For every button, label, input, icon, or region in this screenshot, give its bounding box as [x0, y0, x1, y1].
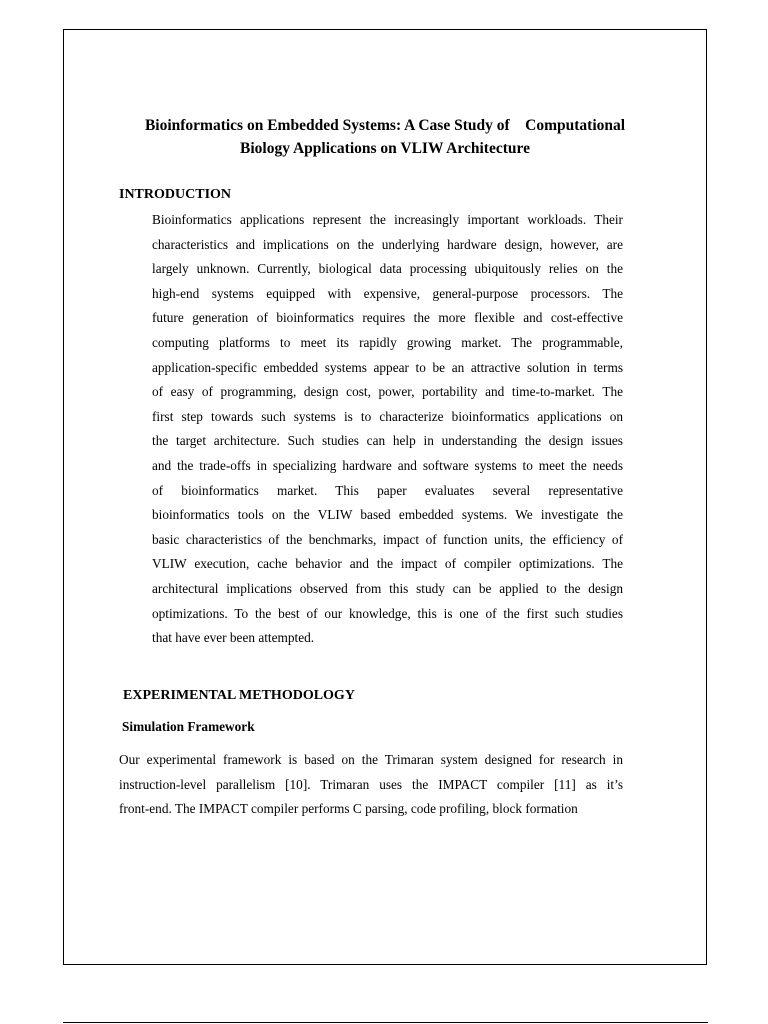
- methodology-line: front-end. The IMPACT compiler performs C parsing, code profiling, block formation: [119, 801, 578, 817]
- methodology-line: Our experimental framework is based on the Trimaran system designed for research in: [119, 752, 623, 767]
- introduction-heading: INTRODUCTION: [119, 187, 232, 202]
- intro-line: bioinformatics tools on the VLIW based embedded systems. We investigate the: [152, 507, 623, 523]
- intro-line: basic characteristics of the benchmarks, impact of function units, the efficiency of: [152, 531, 623, 547]
- introduction-paragraph: [152, 208, 623, 651]
- intro-line: that have ever been attempted.: [152, 630, 315, 646]
- intro-line: of easy of programming, design cost, power, portability and time-to-market. The: [152, 384, 623, 400]
- intro-line: application-specific embedded systems appear to be an attractive solution in terms: [152, 359, 623, 375]
- paper-title: [64, 114, 706, 160]
- intro-line: largely unknown. Currently, biological data processing ubiquitously relies on the: [152, 261, 623, 277]
- title-line-1: Bioinformatics on Embedded Systems: A Case Study of Computational: [144, 117, 626, 134]
- intro-line: high-end systems equipped with expensive, general-purpose processors. The: [152, 285, 623, 301]
- intro-line: the target architecture. Such studies can help in understanding the design issues: [152, 433, 623, 449]
- methodology-line: instruction-level parallelism [10]. Trimaran uses the IMPACT compiler [11] as it’s: [119, 776, 623, 792]
- intro-line: VLIW execution, cache behavior and the impact of compiler optimizations. The: [152, 556, 623, 572]
- intro-line: architectural implications observed from this study can be applied to the design: [152, 580, 623, 596]
- simulation-framework-subheading: Simulation Framework: [122, 719, 255, 734]
- intro-line: future generation of bioinformatics requires the more flexible and cost-effective: [152, 310, 623, 326]
- methodology-heading: EXPERIMENTAL METHODOLOGY: [123, 688, 355, 703]
- intro-line: characteristics and implications on the underlying hardware design, however, are: [152, 236, 623, 252]
- intro-line: Bioinformatics applications represent the increasingly important workloads. Their: [152, 212, 623, 227]
- intro-line: optimizations. To the best of our knowledge, this is one of the first such studies: [152, 605, 623, 621]
- methodology-paragraph: [119, 748, 623, 822]
- intro-line: computing platforms to meet its rapidly growing market. The programmable,: [152, 334, 623, 350]
- bottom-rule: [63, 1022, 708, 1023]
- intro-line: first step towards such systems is to characterize bioinformatics applications on: [152, 408, 623, 424]
- title-line-2: Biology Applications on VLIW Architecture: [240, 140, 530, 157]
- intro-line: of bioinformatics market. This paper evaluates several representative: [152, 482, 623, 498]
- intro-line: and the trade-offs in specializing hardware and software systems to meet the needs: [152, 457, 623, 473]
